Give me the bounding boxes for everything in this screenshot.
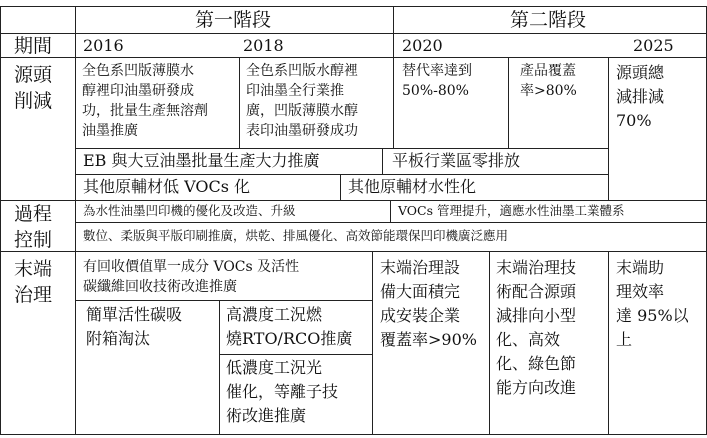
end-cell-4: 低濃度工況光 催化，等離子技 術改進推廣 [226,358,339,425]
rule-end-c2 [219,300,220,435]
year-2020: 2020 [402,36,443,55]
end-treatment-label: 末端 治理 [14,258,53,306]
source-cell-4: 產品覆蓋 率>80% [520,63,577,99]
rule-left [0,6,1,435]
rule-end-c5 [489,251,490,435]
eb-soy-ink-cell: EB 與大豆油墨批量生產大力推廣 [83,151,320,170]
rule-src-c4 [608,57,609,200]
end-cell-1: 有回收價值單一成分 VOCs 及活性 碳纖維回收技術改進推廣 [83,259,300,295]
period-label: 期間 [14,35,53,57]
low-voc-cell: 其他原輔材低 VOCs 化 [83,177,251,196]
year-2025: 2025 [633,36,674,55]
stage-1-heading: 第一階段 [195,9,272,31]
end-cell-3: 高濃度工況燃 燒RTO/RCO推廣 [226,305,353,348]
process-row-2: 數位、柔版與平版印刷推廣，烘乾、排風優化、高效節能環保凹印機廣泛應用 [83,228,509,243]
source-cell-5: 源頭總 減排減 70% [616,63,665,130]
rule-end-b [219,354,372,355]
process-row-1a: 為水性油墨凹印機的優化及改造、升級 [83,203,296,218]
year-2016: 2016 [83,36,124,55]
rule-label-col [75,6,76,435]
source-cell-1: 全色系凹版薄膜水 醇裡印油墨研發成 功，批量生產無溶劑 油墨推廣 [82,63,208,139]
rule-end-a [75,300,372,301]
rule-process-end [0,251,707,252]
rule-src-c3 [508,57,509,149]
rule-src-eb [382,148,383,175]
end-cell-6: 末端治理技 術配合源頭 減排向小型 化、高效 化、綠色節 能方向改進 [496,258,577,397]
stage-2-heading: 第二階段 [510,9,587,31]
rule-stage-split [393,6,394,149]
end-cell-5: 末端治理設 備大面積完 成安裝企業 覆蓋率>90% [380,258,477,349]
rule-top [0,6,707,7]
end-cell-7: 末端助 理效率 達 95%以 上 [616,258,689,349]
year-2018: 2018 [243,36,284,55]
rule-end-c6 [608,251,609,435]
process-control-label: 過程 控制 [14,203,53,251]
rule-source-end [0,200,707,201]
rule-proc-split [390,200,391,223]
flat-zero-emission-cell: 平板行業區零排放 [392,151,521,170]
top-crop-mask [0,0,707,6]
rule-bottom [0,434,707,435]
rule-process-mid [75,222,707,223]
water-based-cell: 其他原輔材水性化 [348,177,477,196]
process-row-1b: VOCs 管理提升，適應水性油墨工業體系 [398,203,625,218]
source-cell-2: 全色系凹版水醇裡 印油墨全行業推 廣，凹版薄膜水醇 表印油墨研發成功 [246,63,358,139]
rule-end-c4 [372,251,373,435]
source-reduction-label: 源頭 削減 [14,64,53,112]
source-cell-3: 替代率達到 50%-80% [402,63,472,99]
rule-src-voc [340,174,341,201]
end-cell-2: 簡單活性碳吸 附箱淘汰 [86,305,183,348]
rule-src-c1 [239,57,240,149]
